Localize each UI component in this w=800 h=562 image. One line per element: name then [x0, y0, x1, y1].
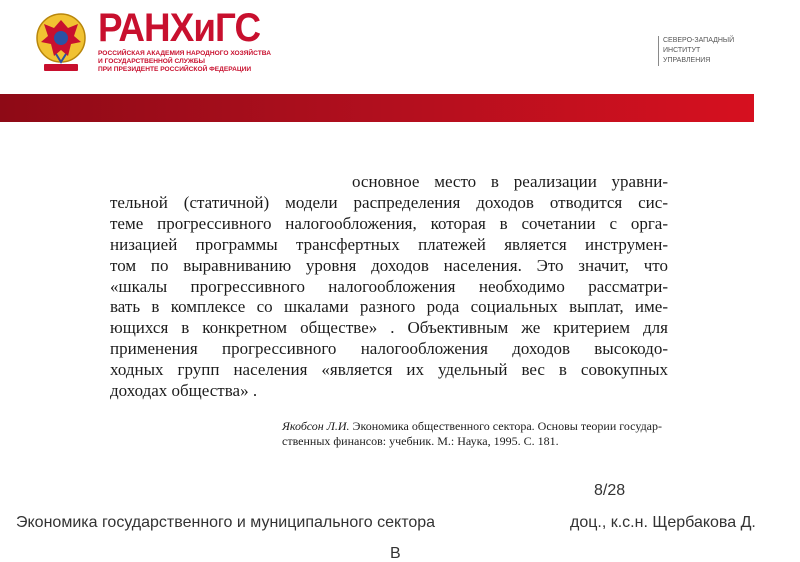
quote-line: вать в комплексе со шкалами разного рода социальных выплат, име-	[110, 297, 668, 317]
quote-line: доходах общества» .	[110, 381, 258, 401]
quote-line: тельной (статичной) модели распределения доходов отводится сис-	[110, 192, 668, 212]
brand-subtitle-line: РОССИЙСКАЯ АКАДЕМИЯ НАРОДНОГО ХОЗЯЙСТВА	[98, 50, 271, 57]
quote-line: ющихся в конкретном обществе» . Объективным же критерием для	[110, 318, 668, 338]
institute-label	[658, 36, 734, 66]
page-number: 8/28	[594, 482, 626, 499]
brand-logo	[98, 8, 274, 74]
quote-line: «шкалы прогрессивного налогообложения необходимо рассматри-	[110, 276, 668, 296]
footer-cut-text: В	[390, 545, 401, 562]
citation-line	[282, 419, 752, 434]
emblem-icon	[34, 10, 88, 74]
source-citation	[282, 419, 752, 449]
course-title: Экономика государственного и муниципального сектора	[16, 514, 436, 531]
quote-line: том по выравниванию уровня доходов населения. Это значит, что	[110, 255, 668, 275]
quote-line: ходных групп населения «является их удельный вес в совокупных	[110, 360, 668, 380]
brand-subtitle	[98, 50, 274, 74]
brand-name: РАНХиГС	[98, 6, 261, 50]
brand-subtitle-line: И ГОСУДАРСТВЕННОЙ СЛУЖБЫ	[98, 58, 205, 65]
quote-text	[110, 172, 668, 402]
lecturer-name: доц., к.с.н. Щербакова Д.	[570, 514, 756, 531]
brand-subtitle-line: ПРИ ПРЕЗИДЕНТЕ РОССИЙСКОЙ ФЕДЕРАЦИИ	[98, 66, 252, 73]
quote-line: теме прогрессивного налогообложения, которая в сочетании с орга-	[110, 213, 668, 233]
citation-line: ственных финансов: учебник. М.: Наука, 1995. С. 181.	[282, 434, 559, 448]
institute-line: СЕВЕРО-ЗАПАДНЫЙ	[663, 37, 735, 44]
quote-line: применения прогрессивного налогообложения доходов высокодо-	[110, 339, 668, 359]
institute-line: УПРАВЛЕНИЯ	[663, 57, 711, 64]
quote-line: низацией программы трансфертных платежей является инструмен-	[110, 234, 668, 254]
institute-line: ИНСТИТУТ	[663, 47, 701, 54]
citation-author: Якобсон Л.И.	[282, 419, 350, 433]
header-divider-bar	[0, 94, 754, 122]
citation-title: Экономика общественного сектора. Основы теории государ-	[349, 419, 663, 433]
quote-line: основное место в реализации уравни-	[352, 172, 668, 191]
